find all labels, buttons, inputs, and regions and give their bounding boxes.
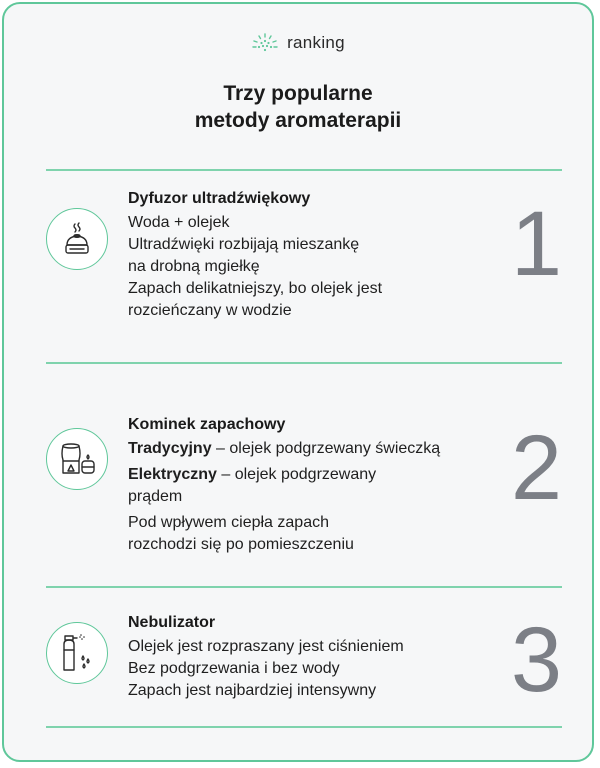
item-label: Elektryczny (128, 466, 217, 483)
divider (46, 586, 562, 588)
nebulizer-icon (57, 632, 97, 674)
section-oil-burner (4, 376, 600, 586)
section-line: na drobną mgiełkę (128, 258, 260, 275)
section-line: rozchodzi się po pomieszczeniu (128, 536, 354, 553)
section-item-electric (128, 464, 488, 486)
section-line: Bez podgrzewania i bez wody (128, 660, 340, 677)
section-item-traditional (128, 438, 488, 460)
section-title: Nebulizator (128, 614, 216, 631)
section-line: Woda + olejek (128, 214, 230, 231)
section-line: prądem (128, 488, 183, 505)
section-nebulizer (4, 600, 600, 740)
section-line: Ultradźwięki rozbijają mieszankę (128, 236, 360, 253)
section-line: Pod wpływem ciepła zapach (128, 514, 329, 531)
section-number: 3 (510, 609, 562, 711)
brand-name: ranking (287, 33, 345, 52)
page-title (4, 80, 592, 134)
section-content (128, 188, 488, 322)
item-label: Tradycyjny (128, 440, 212, 457)
section-number: 1 (510, 193, 562, 295)
item-text: – olejek podgrzewany (216, 466, 377, 483)
section-line: Zapach jest najbardziej intensywny (128, 682, 377, 699)
item-text: – olejek podgrzewany świeczką (211, 440, 441, 457)
section-line: Zapach delikatniejszy, bo olejek jest (128, 280, 383, 297)
title-line-1: Trzy popularne (223, 82, 373, 105)
diffuser-icon-circle (46, 208, 108, 270)
section-content (128, 612, 488, 702)
brand-logo (4, 32, 592, 54)
section-content (128, 414, 488, 556)
section-title: Kominek zapachowy (128, 416, 286, 433)
divider (46, 169, 562, 171)
section-number: 2 (510, 417, 562, 519)
oil-burner-icon-circle (46, 428, 108, 490)
divider (46, 726, 562, 728)
section-title: Dyfuzor ultradźwiękowy (128, 190, 311, 207)
section-line: rozcieńczany w wodzie (128, 302, 292, 319)
title-line-2: metody aromaterapii (194, 109, 402, 132)
section-line: Olejek jest rozpraszany jest ciśnieniem (128, 638, 404, 655)
divider (46, 362, 562, 364)
sparkle-logo-icon (251, 32, 279, 54)
oil-burner-icon (55, 439, 99, 479)
nebulizer-icon-circle (46, 622, 108, 684)
section-diffuser (4, 184, 600, 354)
infographic-card (2, 2, 594, 762)
diffuser-icon (57, 219, 97, 259)
